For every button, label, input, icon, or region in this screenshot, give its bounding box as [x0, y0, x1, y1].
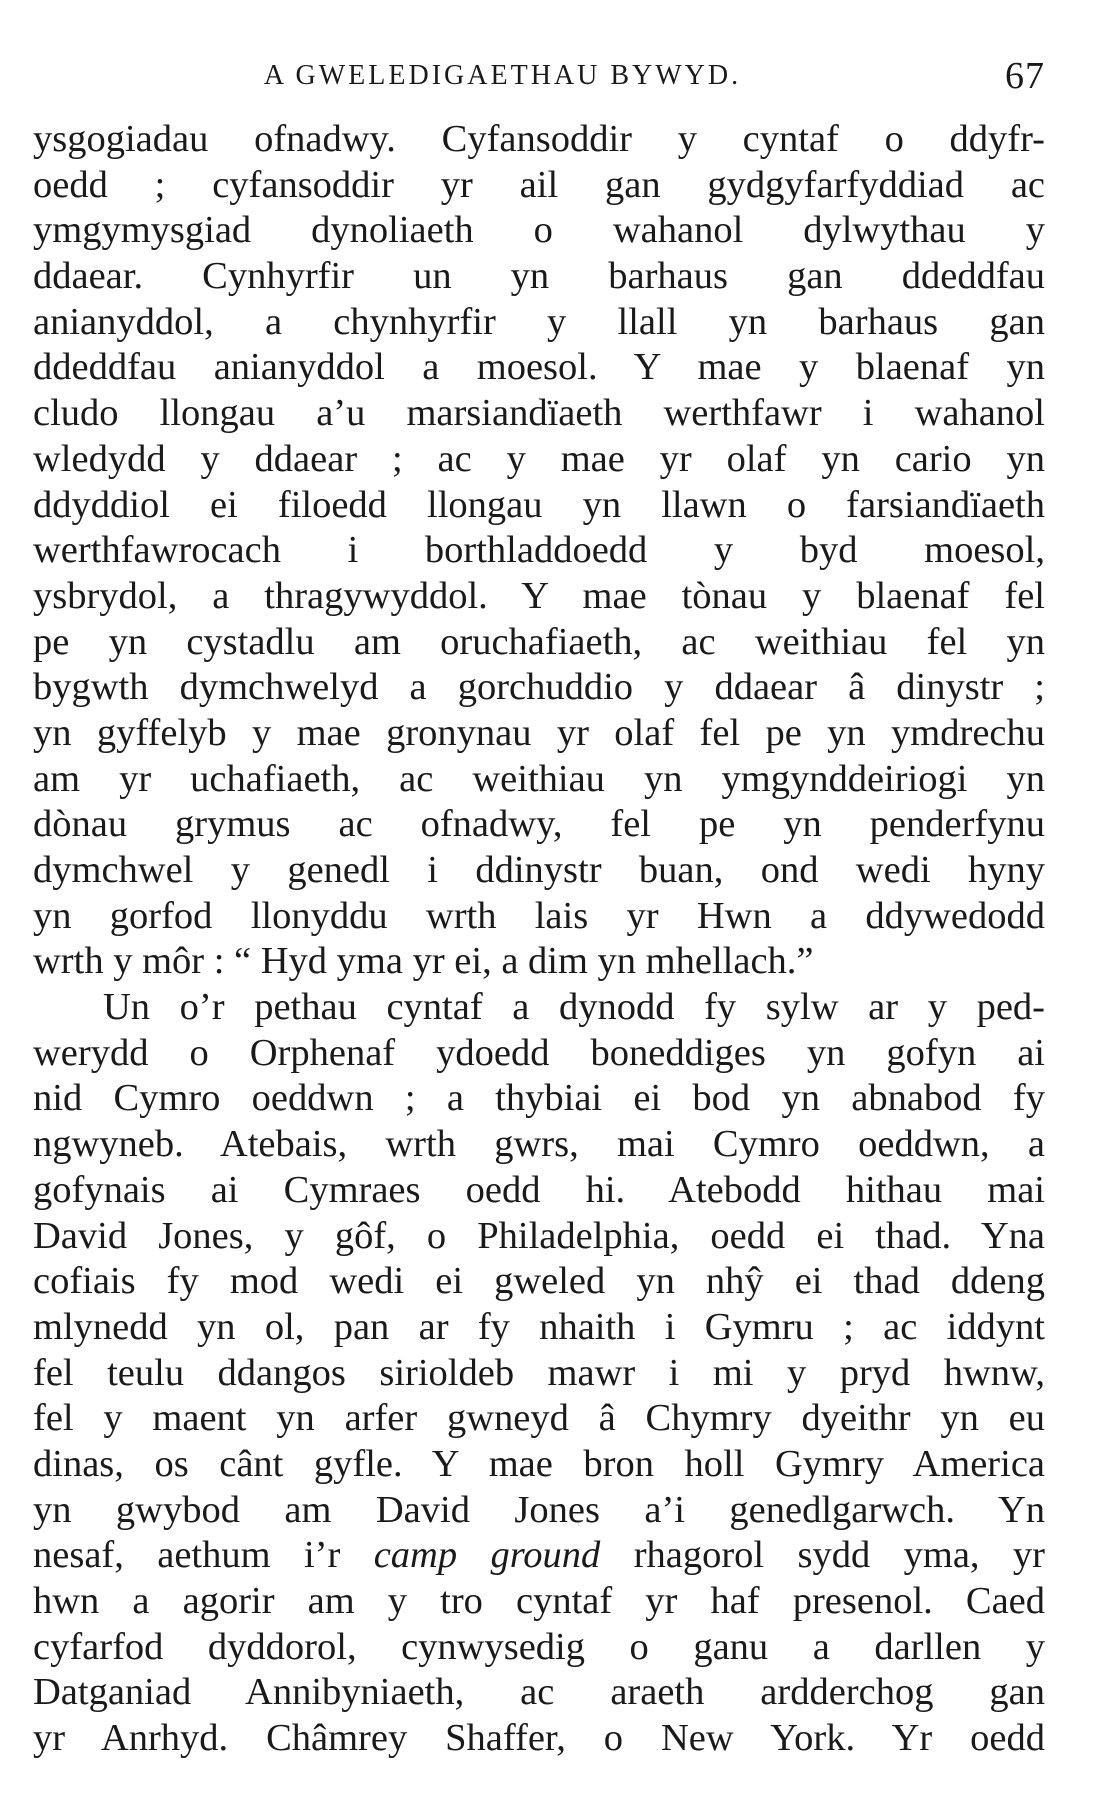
text-line: yr Anrhyd. Châmrey Shaffer, o New York. Yr oedd — [33, 1717, 1045, 1760]
text-line: ngwyneb. Atebais, wrth gwrs, mai Cymro oeddwn, a — [33, 1123, 1045, 1166]
paragraph-start-line: Un o’r pethau cyntaf a dynodd fy sylw ar y ped- — [103, 986, 1045, 1029]
text-line: werydd o Orphenaf ydoedd boneddiges yn gofyn ai — [33, 1031, 1045, 1074]
text-line: ddaear. Cynhyrfir un yn barhaus gan ddeddfau — [33, 255, 1045, 298]
text-line: dymchwel y genedl i ddinystr buan, ond wedi hyny — [33, 849, 1045, 891]
text-line: hwn a agorir am y tro cyntaf yr haf presenol. Caed — [33, 1580, 1045, 1622]
text-line: ysbrydol, a thragywyddol. Y mae tònau y blaenaf fel — [33, 574, 1045, 617]
italic-phrase: camp ground — [373, 1534, 601, 1577]
text-run: rhagorol sydd yma, yr — [600, 1534, 1046, 1577]
text-line: dinas, os cânt gyfle. Y mae bron holl Gymry America — [33, 1442, 1045, 1485]
page-number: 67 — [1005, 55, 1045, 97]
text-line: gofynais ai Cymraes oedd hi. Atebodd hithau mai — [33, 1168, 1045, 1211]
text-line: Datganiad Annibyniaeth, ac araeth ardderchog gan — [33, 1671, 1045, 1714]
text-line: cyfarfod dyddorol, cynwysedig o ganu a darllen y — [33, 1625, 1045, 1668]
text-line: ymgymysgiad dynoliaeth o wahanol dylwythau y — [33, 209, 1045, 252]
text-line: ddeddfau anianyddol a moesol. Y mae y blaenaf yn — [33, 346, 1045, 389]
text-line: bygwth dymchwelyd a gorchuddio y ddaear â dinystr ; — [33, 666, 1045, 709]
body-text — [33, 117, 1045, 1762]
text-line: cludo llongau a’u marsiandïaeth werthfawr i wahanol — [33, 392, 1045, 435]
text-line: nid Cymro oeddwn ; a thybiai ei bod yn abnabod fy — [33, 1077, 1045, 1120]
text-line: yn gyffelyb y mae gronynau yr olaf fel pe yn ymdrechu — [33, 711, 1045, 754]
text-line: dònau grymus ac ofnadwy, fel pe yn penderfynu — [33, 803, 1045, 846]
text-line: werthfawrocach i borthladdoedd y byd moesol, — [33, 529, 1045, 572]
text-line: mlynedd yn ol, pan ar fy nhaith i Gymru ; ac iddynt — [33, 1305, 1045, 1348]
text-line: fel y maent yn arfer gwneyd â Chymry dyeithr yn eu — [33, 1397, 1045, 1440]
running-head: A GWELEDIGAETHAU BYWYD. — [263, 60, 742, 91]
page-header — [30, 55, 1045, 108]
text-line: yn gorfod llonyddu wrth lais yr Hwn a ddywedodd — [33, 894, 1045, 937]
text-line: ysgogiadau ofnadwy. Cyfansoddir y cyntaf o ddyfr- — [33, 118, 1045, 160]
text-line: fel teulu ddangos sirioldeb mawr i mi y pryd hwnw, — [33, 1351, 1045, 1394]
text-line: oedd ; cyfansoddir yr ail gan gydgyfarfyddiad ac — [33, 163, 1045, 206]
text-line: am yr uchafiaeth, ac weithiau yn ymgynddeiriogi yn — [33, 757, 1045, 800]
text-run: nesaf, aethum i’r — [33, 1534, 374, 1577]
paragraph-end-line: wrth y môr : “ Hyd yma yr ei, a dim yn mhellach.” — [33, 940, 814, 983]
text-line: cofiais fy mod wedi ei gweled yn nhŷ ei thad ddeng — [33, 1260, 1045, 1303]
text-line: anianyddol, a chynhyrfir y llall yn barhaus gan — [33, 300, 1045, 343]
text-line: yn gwybod am David Jones a’i genedlgarwch. Yn — [33, 1488, 1045, 1531]
text-line: pe yn cystadlu am oruchafiaeth, ac weithiau fel yn — [33, 620, 1045, 663]
text-line-with-italic — [33, 1533, 1045, 1579]
text-line: wledydd y ddaear ; ac y mae yr olaf yn cario yn — [33, 437, 1045, 480]
text-line: ddyddiol ei filoedd llongau yn llawn o farsiandïaeth — [33, 483, 1045, 526]
text-line: David Jones, y gôf, o Philadelphia, oedd ei thad. Yna — [33, 1214, 1045, 1257]
